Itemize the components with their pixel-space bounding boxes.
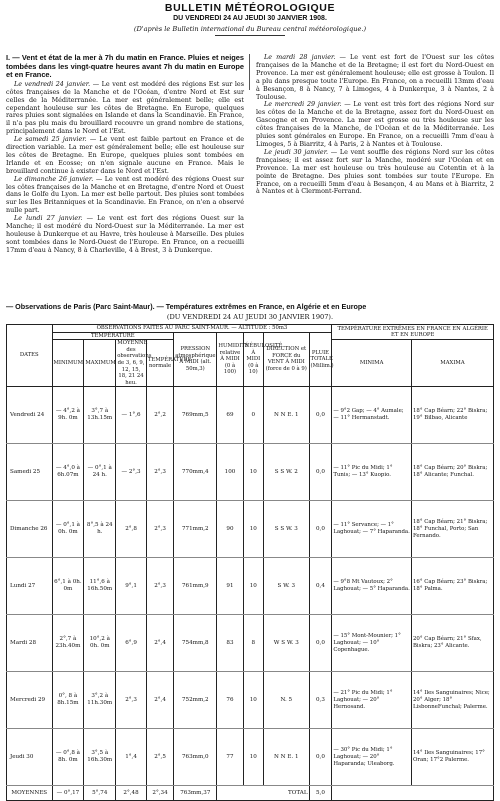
table-row [7,501,494,558]
cell-press: 771mm,2 [174,501,217,558]
observations-subheading: (DU VENDREDI 24 AU JEUDI 30 JANVIER 1907). [166,313,334,321]
cell-neb: 10 [243,558,263,615]
cell-pluie: 0,0 [309,501,332,558]
cell-avg-norm: 2°,34 [146,786,173,801]
column-divider [249,54,250,90]
cell-min: — 0°,8 à 8h. 0m [52,729,84,786]
cell-norm: 2°,4 [146,672,173,729]
cell-pluie: 0,4 [309,558,332,615]
cell-minima: — 11° Pic du Midi; 1° Tunis; — 13° Kuopio. [332,444,412,501]
weather-paragraph [6,81,244,136]
paragraph-text: — Le vent est faible partout en France et de direction variable. La mer est généralement belle; elle est houleuse sur les côtes de Bretagne. En Europe, quelques pluies sont tombées en Irlande et en Ecosse; on n'en signale aucune en France. Mais le brouillard continue à exister dans le Nord et l'Est. [6,135,244,175]
paragraph-text: — Le vent est modéré des régions Est sur les côtes françaises de la Manche et de l'Océan, d'entre Nord et Est sur celles de la Méditerranée. La mer est généralement belle; elle est cependant houleuse sur les côtes de Bretagne. En Europe, quelques rares pluies sont signalées en Islande et dans la Scandinavie. En France, il n'a pas plu mais du brouillard recouvre un grand nombre de stations, principalement dans le Nord et l'Est. [6,79,244,136]
cell-neb: 10 [243,501,263,558]
cell-hum: 83 [217,615,243,672]
cell-hum: 77 [217,729,243,786]
cell-minima: — 21° Pic du Midi; 1° Laghouat; — 20° Hernosand. [332,672,412,729]
cell-neb: 10 [243,729,263,786]
cell-date: Mercredi 29 [7,672,53,729]
header-group: OBSERVATIONS FAITES AU PARC SAINT-MAUR. — ALTITUDE : 50m3 [52,325,332,333]
observations-table [6,324,494,801]
cell-vent: W S W. 3 [264,615,310,672]
table-row [7,615,494,672]
cell-max: — 0°,1 à 24 h. [84,444,116,501]
cell-neb: 0 [243,387,263,444]
cell-maxima: 14° Iles Sanguinaires; 17° Oran; 17°2 Palerme. [411,729,493,786]
header-dates: DATES [7,325,53,387]
paragraph-date: Le lundi 27 janvier. [14,214,83,223]
cell-norm: 2°,4 [146,615,173,672]
bulletin-period: DU VENDREDI 24 AU JEUDI 30 JANVIER 1908. [173,15,327,22]
observations-table-body [7,387,494,801]
bulletin-page [6,2,495,796]
cell-maxima: 18° Cap Béarn; 22° Biskra; 19° Bilbao, Alicante [411,387,493,444]
cell-moy: 2°,8 [116,501,147,558]
cell-neb: 10 [243,672,263,729]
cell-norm: 2°,3 [146,501,173,558]
cell-date: Lundi 27 [7,558,53,615]
weather-paragraph [6,215,244,255]
cell-min: 2°,7 à 23h.40m [52,615,84,672]
text-column-left [6,54,244,255]
header-normale: TEMPÉRATURE normale [146,340,173,387]
header-minima: MINIMA [332,340,412,387]
cell-press: 769mm,5 [174,387,217,444]
cell-empty [332,786,494,801]
paragraph-text: — Le vent est très fort des régions Nord sur les côtes de la Manche et de la Bretagne, assez fort du Nord-Ouest en Gascogne et en Provence. La mer est grosse ou très houleuse sur les côtes françaises de la Manche, de l'Océan et de la Méditerranée. Les pluies sont générales en Europe. En France, on a recueilli 7mm d'eau à Limoges, 5 à Biarritz, 4 à Paris, 2 à Nantes et à Toulouse. [256,100,495,148]
bulletin-source: (D'après le Bulletin international du Bureau central météorologique.) [133,25,367,33]
paragraph-date: Le jeudi 30 janvier. [264,147,329,156]
cell-minima: — 9°2 Gap; — 4° Aumale; — 11° Hermanstadt. [332,387,412,444]
cell-moy: 1°,4 [116,729,147,786]
cell-maxima: 16° Cap Béarn; 23° Biskra; 18° Palma. [411,558,493,615]
cell-neb: 8 [243,615,263,672]
table-row [7,387,494,444]
text-column-right [256,54,494,196]
weather-paragraph [256,149,494,196]
cell-hum: 69 [217,387,243,444]
cell-moy: 9°,1 [116,558,147,615]
cell-date: Dimanche 26 [7,501,53,558]
weather-text-columns [6,54,494,296]
cell-maxima: 18° Cap Béarn; 20° Biskra; 18° Alicante; Funchal. [411,444,493,501]
title-rule [215,35,285,36]
cell-norm: 2°,3 [146,444,173,501]
cell-minima: — 15° Mont-Mounier; 1° Laghouat; — 10° Copenhague. [332,615,412,672]
cell-max: 3°,7 à 13h.15m [84,387,116,444]
paragraph-text: — Le vent est modéré des régions Ouest sur les côtes françaises de la Manche et en Bretagne, d'entre Nord et Ouest dans le Golfe du Lyon. La mer est belle partout. Des pluies sont tombées sur les Iles Britanniques et la Scandinavie. En France, on n'en a observé nulle part. [6,174,245,215]
cell-norm: 2°,3 [146,558,173,615]
weather-paragraph [6,136,244,176]
header-maxima: MAXIMA [411,340,493,387]
cell-min: — 4°,0 à 6h.07m [52,444,84,501]
cell-neb: 10 [243,444,263,501]
cell-hum: 100 [217,444,243,501]
cell-averages-label: MOYENNES [7,786,53,801]
averages-row [7,786,494,801]
header-pluie: PLUIE TOTALE (Millim.) [309,332,332,387]
paragraph-date: Le mardi 28 janvier. [264,53,336,61]
cell-date: Samedi 25 [7,444,53,501]
cell-pluie: 0,3 [309,672,332,729]
header-minimum: MINIMUM [52,340,84,387]
bulletin-title: BULLETIN MÉTÉOROLOGIQUE [164,2,336,14]
cell-maxima: 14° Iles Sanguinaires; Nice; 20° Alger; 18° LisbonneFunchal; Palerme. [411,672,493,729]
cell-vent: S S W. 2 [264,444,310,501]
paragraph-text: — Le vent est fort des régions Ouest sur la Manche; il est modéré du Nord-Ouest sur la Méditerranée. La mer est houleuse à Dunkerque et au Havre, très houleuse à Marseille. Des pluies sont tombées dans le Nord-Ouest de l'Europe. En France, on a recueilli 17mm d'eau à Nancy, 8 à Charleville, 4 à Brest, 3 à Dunkerque. [6,214,244,254]
paragraph-date: Le mercredi 29 janvier. [264,100,342,109]
cell-total-label: TOTAL [217,786,309,801]
header-extremes: TEMPÉRATURE EXTRÊMES EN FRANCE EN ALGÉRIE ET EN EUROPE [332,325,494,340]
cell-maxima: 20° Cap Béarn; 21° Sfax, Biskra; 23° Alicante. [411,615,493,672]
table-row [7,729,494,786]
header-maximum: MAXIMUM [84,340,116,387]
cell-vent: N. 5 [264,672,310,729]
section-heading: I. — Vent et état de la mer à 7h du matin en France. Pluies et neiges tombées dans les vingt-quatre heures avant 7h du matin en Europe et en France. [6,53,244,80]
cell-min: — 0°,1 à 0h. 0m [52,501,84,558]
cell-moy: 2°,3 [116,672,147,729]
cell-press: 754mm,8 [174,615,217,672]
cell-min: 6°,1 à 0h. 0m [52,558,84,615]
cell-hum: 76 [217,672,243,729]
header-moyenne: MOYENNE des observations de 3, 6, 9, 12, 15, 18, 21 24 heu. [117,340,152,386]
cell-hum: 91 [217,558,243,615]
cell-maxima: 18° Cap Béarn; 21° Biskra; 18° Funchal, Porto; San Fernando. [411,501,493,558]
cell-date: Mardi 28 [7,615,53,672]
cell-minima: — 30° Pic du Midi; 1° Laghouat; — 20° Haparanda; Uleaborg. [332,729,412,786]
paragraph-text: — Le vent est fort de l'Ouest sur les côtes françaises de la Manche et de la Bretagne; il est fort du Nord-Ouest en Provence. La mer est généralement houleuse; elle est grosse à Toulon. Il a plu dans presque toute l'Europe. En France, on a recueilli 13mm d'eau à Besançon, 8 à Nancy, 7 à Limoges, 4 à Dunkerque, 3 à Nantes, 2 à Toulouse. [256,53,494,101]
cell-vent: S W. 3 [264,558,310,615]
weather-paragraph [6,176,244,216]
cell-max: 3°,2 à 11h.30m [84,672,116,729]
cell-date: Vendredi 24 [7,387,53,444]
cell-moy: — 1°,6 [116,387,147,444]
cell-pluie: 0,0 [309,615,332,672]
table-row [7,558,494,615]
cell-moy: 6°,9 [116,615,147,672]
cell-pluie: 0,0 [309,387,332,444]
cell-pluie: 0,0 [309,444,332,501]
cell-max: 10°,2 à 0h. 0m [84,615,116,672]
cell-min: 0°, 8 à 8h.15m [52,672,84,729]
observations-heading: — Observations de Paris (Parc Saint-Maur). — Températures extrêmes en France, en Algérie et en Europe [6,302,367,311]
cell-norm: 2°,2 [146,387,173,444]
paragraph-date: Le vendredi 24 janvier. [14,79,91,88]
cell-avg-moy: 2°,48 [116,786,147,801]
cell-minima: — 9°8 Mt Vautoux; 2° Laghouat; — 5° Haparanda. [332,558,412,615]
paragraph-date: Le dimanche 26 janvier. [14,174,94,183]
cell-date: Jeudi 30 [7,729,53,786]
header-nebulosite: NÉBULOSITÉ À MIDI (0 à 10) [243,332,263,387]
cell-max: 8°,5 à 24 h. [84,501,116,558]
cell-pluie: 0,0 [309,729,332,786]
header-temperature: TEMPÉRATURE [52,332,174,340]
header-pression: PRESSION atmosphérique À MIDI (alt. 50m,3) [174,332,217,387]
cell-press: 761mm,9 [174,558,217,615]
table-row [7,444,494,501]
table-row [7,672,494,729]
cell-norm: 2°,5 [146,729,173,786]
header-humidite: HUMIDITÉ relative À MIDI (0 à 100) [217,332,243,387]
cell-vent: N N E. 1 [264,729,310,786]
cell-max: 11°,6 à 16h.50m [84,558,116,615]
cell-vent: N N E. 1 [264,387,310,444]
cell-min: — 4°,2 à 9h. 0m [52,387,84,444]
paragraph-date: Le samedi 25 janvier. [14,135,87,144]
cell-avg-min: — 0°,17 [52,786,84,801]
cell-hum: 90 [217,501,243,558]
cell-max: 3°,5 à 16h.30m [84,729,116,786]
observations-table-wrap [6,324,494,801]
cell-press: 763mm,0 [174,729,217,786]
cell-minima: — 11° Servance; — 1° Laghouat; — 7° Haparanda. [332,501,412,558]
paragraph-text: — Le vent souffle des régions Nord sur les côtes françaises; il est assez fort sur la Manche, modéré sur l'Océan et en Provence. La mer est houleuse ou très houleuse au Cotentin et à la pointe de Bretagne. Des pluies sont tombées sur toute l'Europe. En France, on a recueilli 5mm d'eau à Besançon, 4 au Mans et à Biarritz, 2 à Nantes et à Clermont-Ferrand. [256,147,494,196]
header-vent: DIRECTION et FORCE du VENT À MIDI (force de 0 à 9) [264,332,310,387]
cell-avg-max: 5°,74 [84,786,116,801]
cell-moy: — 2°,3 [116,444,147,501]
cell-total: 5,0 [309,786,332,801]
weather-paragraph [256,101,494,148]
weather-paragraph [256,54,494,101]
cell-vent: S S W. 3 [264,501,310,558]
cell-press: 770mm,4 [174,444,217,501]
cell-press: 752mm,2 [174,672,217,729]
cell-avg-press: 763mm,37 [174,786,217,801]
